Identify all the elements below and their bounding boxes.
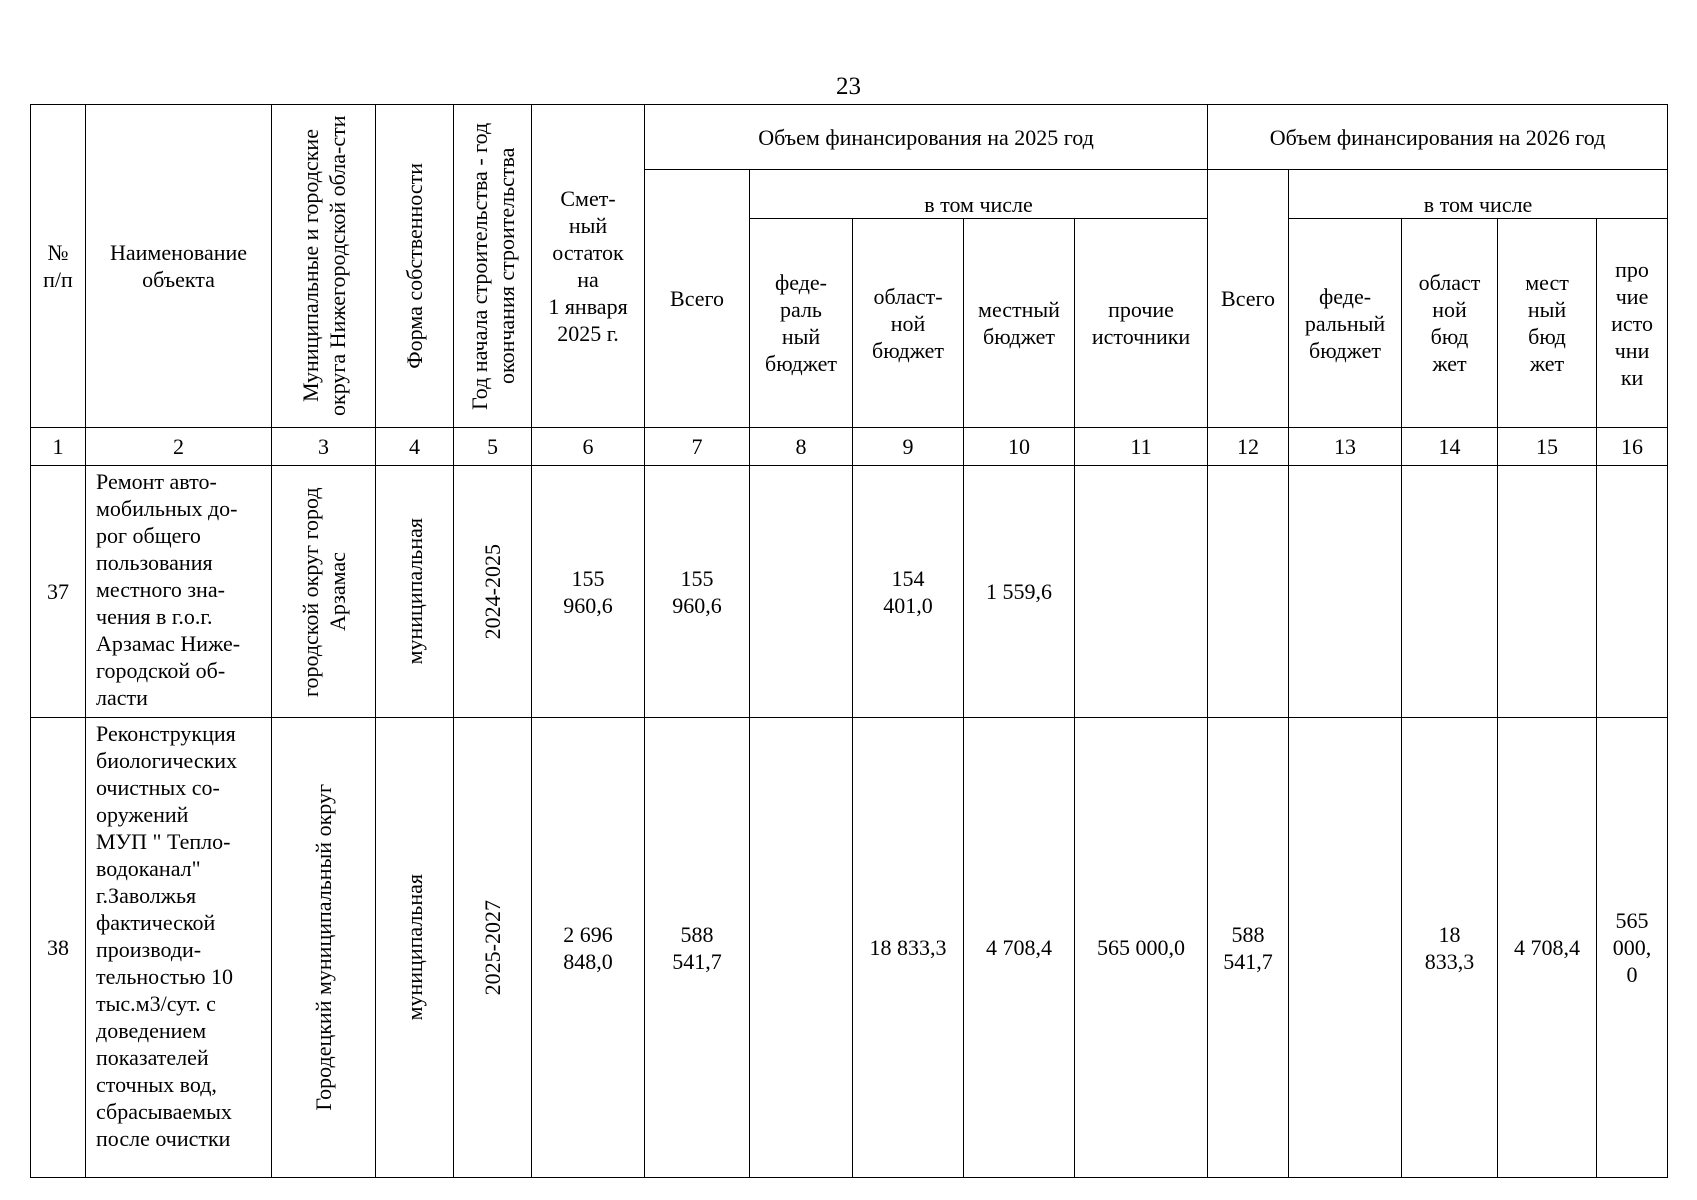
header-object-name: Наименование объекта: [86, 105, 272, 428]
header-regional-2026: област ной бюд жет: [1402, 219, 1498, 428]
header-municipality: Муниципальные и городские округа Нижегородской обла-сти: [272, 105, 376, 428]
regional-2026: 18 833,3: [1402, 718, 1498, 1178]
federal-2025: [750, 718, 853, 1178]
header-funding-2025: Объем финансирования на 2025 год: [645, 105, 1208, 170]
header-regional-2025: област- ной бюджет: [853, 219, 964, 428]
column-number: 5: [454, 428, 532, 466]
column-number: 6: [532, 428, 645, 466]
local-2026: 4 708,4: [1498, 718, 1597, 1178]
header-federal-2026: феде- ральный бюджет: [1289, 219, 1402, 428]
header-total-2026: Всего: [1208, 170, 1289, 428]
funding-table: [30, 104, 1668, 1178]
municipality: Городецкий муниципальный округ: [272, 718, 376, 1178]
local-2025: 4 708,4: [964, 718, 1075, 1178]
federal-2026: [1289, 466, 1402, 718]
column-number: 11: [1075, 428, 1208, 466]
column-number: 2: [86, 428, 272, 466]
column-number: 1: [31, 428, 86, 466]
page-number: 23: [836, 73, 861, 100]
total-2026: [1208, 466, 1289, 718]
column-number: 16: [1597, 428, 1668, 466]
header-other-2026: про чие исто чни ки: [1597, 219, 1668, 428]
ownership: муниципальная: [376, 466, 454, 718]
header-local-2025: местный бюджет: [964, 219, 1075, 428]
other-2026: [1597, 466, 1668, 718]
column-number: 13: [1289, 428, 1402, 466]
table-row: [31, 718, 1668, 1178]
total-2026: 588 541,7: [1208, 718, 1289, 1178]
header-ownership: Форма собственности: [376, 105, 454, 428]
row-number: 37: [31, 466, 86, 718]
header-funding-2026: Объем финансирования на 2026 год: [1208, 105, 1668, 170]
federal-2026: [1289, 718, 1402, 1178]
estimated-balance: 155 960,6: [532, 466, 645, 718]
regional-2025: 18 833,3: [853, 718, 964, 1178]
construction-years: 2024-2025: [454, 466, 532, 718]
table-row: [31, 466, 1668, 718]
municipality: городской округ город Арзамас: [272, 466, 376, 718]
header-including-2025: в том числе: [750, 170, 1208, 219]
object-name: Реконструкция биологических очистных со- оружений МУП " Тепло- водоканал" г.Заволжья фактической производи- тельностью 10 тыс.м3/сут. с доведением показателей сточных вод, сбрасываемых после очистки: [86, 718, 272, 1178]
row-number: 38: [31, 718, 86, 1178]
regional-2025: 154 401,0: [853, 466, 964, 718]
column-number: 10: [964, 428, 1075, 466]
column-number: 14: [1402, 428, 1498, 466]
estimated-balance: 2 696 848,0: [532, 718, 645, 1178]
other-2025: [1075, 466, 1208, 718]
header-construction-years: Год начала строительства - год окончания строительства: [454, 105, 532, 428]
column-number: 15: [1498, 428, 1597, 466]
header-estimated-balance: Смет- ный остаток на 1 января 2025 г.: [532, 105, 645, 428]
header-including-2026: в том числе: [1289, 170, 1668, 219]
header-local-2026: мест ный бюд жет: [1498, 219, 1597, 428]
regional-2026: [1402, 466, 1498, 718]
column-number: 7: [645, 428, 750, 466]
column-number: 8: [750, 428, 853, 466]
other-2025: 565 000,0: [1075, 718, 1208, 1178]
total-2025: 588 541,7: [645, 718, 750, 1178]
header-other-2025: прочие источники: [1075, 219, 1208, 428]
construction-years: 2025-2027: [454, 718, 532, 1178]
column-number: 3: [272, 428, 376, 466]
column-number: 12: [1208, 428, 1289, 466]
column-number: 4: [376, 428, 454, 466]
object-name: Ремонт авто- мобильных до- рог общего пользования местного зна- чения в г.о.г. Арзамас Ниже- городской об- ласти: [86, 466, 272, 718]
header-federal-2025: феде- раль ный бюджет: [750, 219, 853, 428]
local-2026: [1498, 466, 1597, 718]
other-2026: 565 000, 0: [1597, 718, 1668, 1178]
header-number: № п/п: [31, 105, 86, 428]
header-total-2025: Всего: [645, 170, 750, 428]
ownership: муниципальная: [376, 718, 454, 1178]
column-number-row: [31, 428, 1668, 466]
federal-2025: [750, 466, 853, 718]
total-2025: 155 960,6: [645, 466, 750, 718]
local-2025: 1 559,6: [964, 466, 1075, 718]
column-number: 9: [853, 428, 964, 466]
